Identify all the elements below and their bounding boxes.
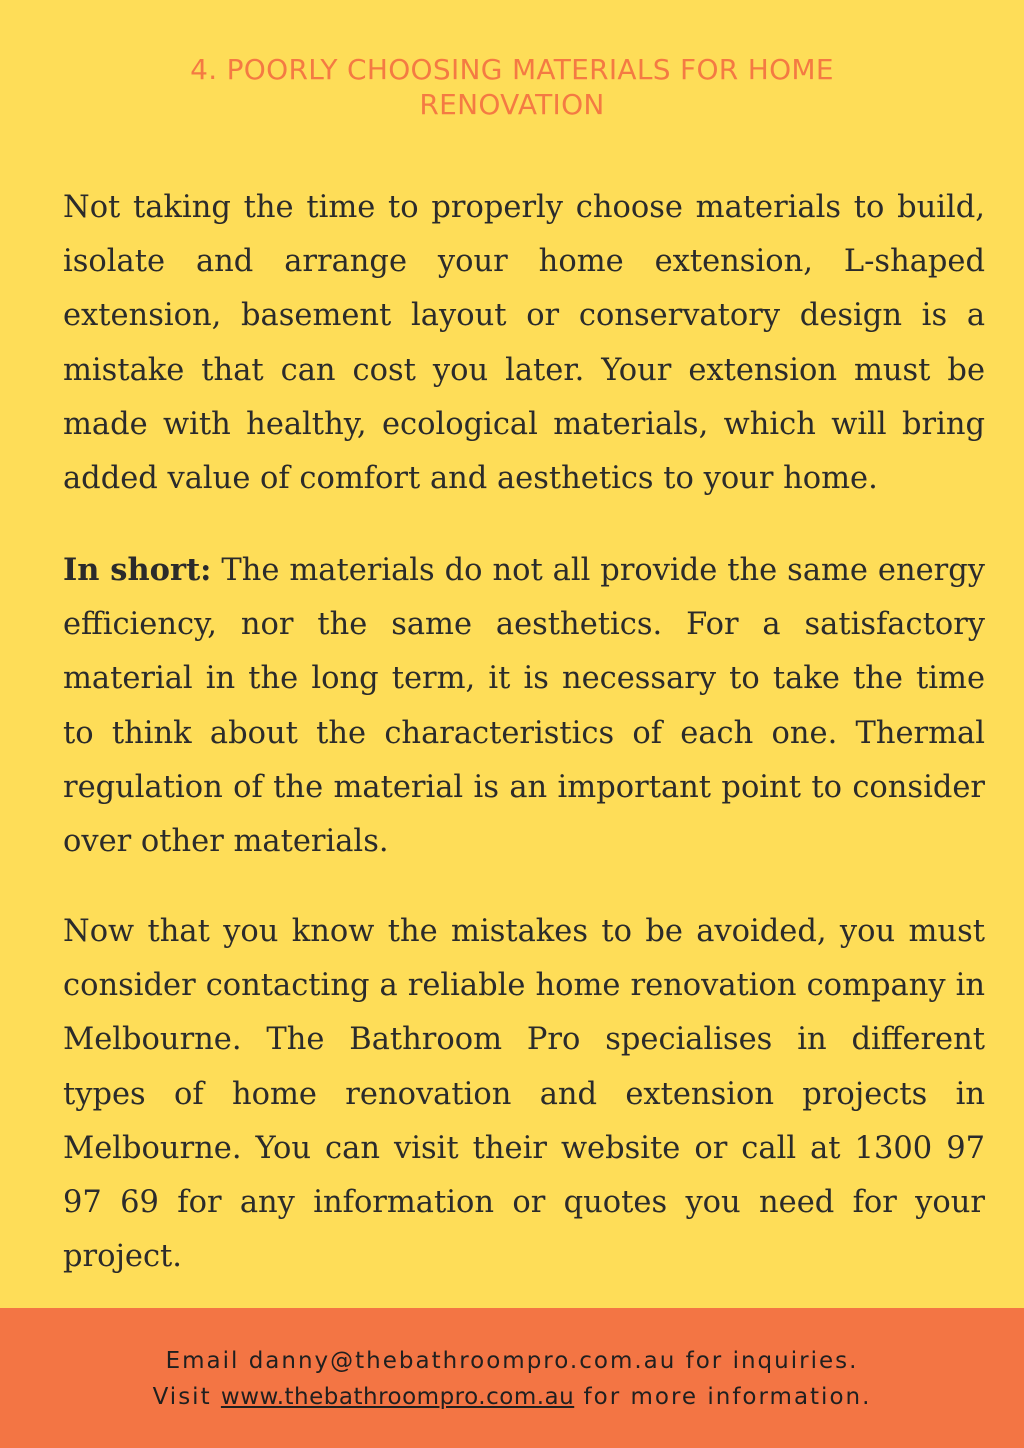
- in-short-body: The materials do not all provide the same energy efficiency, nor the same aesthetics. For a satisfactory material in the long term, it is necessary to take the time to think about the characteristics of each one. Thermal regulation of the material is an important point to consider over other materials.: [63, 553, 985, 860]
- paragraph-materials: [63, 181, 985, 506]
- footer-email-line: Email danny@thebathroompro.com.au for inquiries.: [165, 1348, 859, 1374]
- section-heading: 4. POORLY CHOOSING MATERIALS FOR HOME RENOVATION: [190, 53, 834, 121]
- paragraph-in-short-text: [63, 543, 985, 869]
- footer-visit-prefix: Visit: [152, 1384, 221, 1410]
- footer-visit-line: [0, 1384, 1024, 1410]
- footer-visit-suffix: for more information.: [574, 1384, 872, 1410]
- footer-bar: [0, 1308, 1024, 1448]
- website-link[interactable]: www.thebathroompro.com.au: [220, 1384, 575, 1410]
- paragraph-materials-text: Not taking the time to properly choose materials to build, isolate and arrange your home extension, L-shaped extension, basement layout or conservatory design is a mistake that can cost you later. Your extension must be made with healthy, ecological materials, which will bring added value of comfort and aesthetics to your home.: [63, 190, 985, 497]
- paragraph-contact: [63, 905, 985, 1284]
- paragraph-in-short: [63, 543, 985, 869]
- in-short-label: In short:: [63, 552, 212, 588]
- paragraph-contact-text: Now that you know the mistakes to be avoided, you must consider contacting a reliable home renovation company in Melbourne. The Bathroom Pro specialises in different types of home renovation and extension projects in Melbourne. You can visit their website or call at 1300 97 97 69 for any information or quotes you need for your project.: [63, 914, 985, 1275]
